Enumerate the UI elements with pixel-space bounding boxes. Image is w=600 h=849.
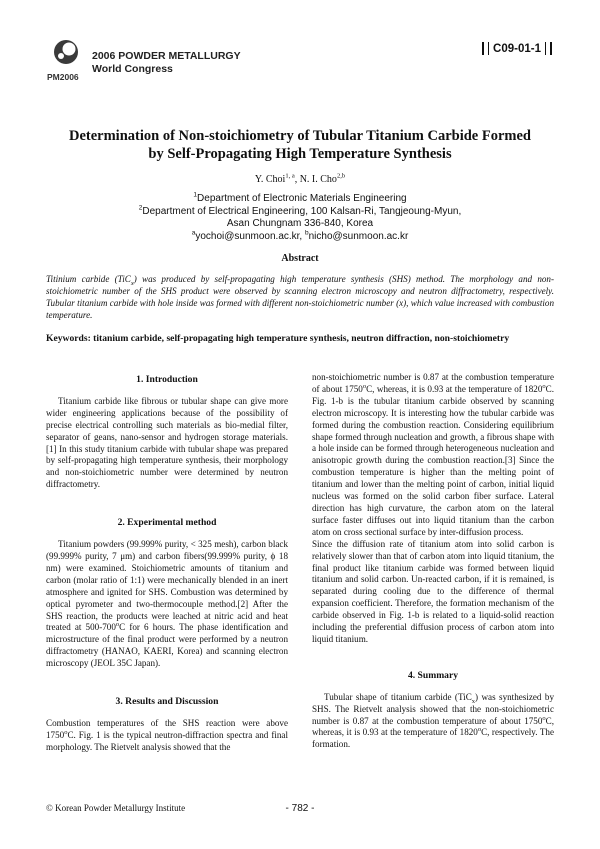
conference-name-line2: World Congress [92, 63, 173, 75]
conference-name-line1: 2006 POWDER METALLURGY [92, 50, 241, 62]
authors [60, 174, 540, 185]
affiliation-1-text: Department of Electronic Materials Engineering [197, 193, 407, 204]
page-number: - 782 - [285, 803, 315, 814]
conference-name [92, 50, 241, 76]
paper-code-bar-left-thin [488, 42, 489, 55]
results-text [46, 718, 288, 754]
copyright-footer: © Korean Powder Metallurgy Institute [46, 803, 186, 813]
experimental-heading: 2. Experimental method [117, 517, 217, 529]
abstract-text [46, 273, 554, 321]
author-1: Y. Choi [254, 174, 286, 185]
affiliation-2-sup: 2 [138, 204, 143, 212]
results-continued-deg2: o [542, 382, 546, 390]
affiliation-2-address: Asan Chungnam 336-840, Korea [226, 218, 374, 229]
summary-text-2: ) was synthesized by SHS. The Rietvelt analysis showed that the non-stoichiometric number is 0.87 at the combustion temperature of about 1750 [312, 691, 554, 726]
right-column [312, 372, 554, 751]
results-text-2: C. Fig. 1 is the typical neutron-diffraction spectra and final morphology. The Rietvelt analysis showed that the [46, 729, 288, 752]
results-text-1: Combustion temperatures of the SHS reaction were above 1750 [46, 717, 288, 740]
abstract-text-post: ) was produced by self-propagating high temperature synthesis (SHS) method. The morphology and non-stoichiometric number of the SHS product were observed by scanning electron microscopy and neutron diffractometry, respectively. Tubular titanium carbide with hole inside was formed with different non-stoichiometric number (x), which value increased with combustion temperature. [46, 274, 554, 320]
results-continued-deg1: o [362, 382, 367, 390]
experimental-text-1: Titanium powders (99.999% purity, < 325 mesh), carbon black (99.999% purity, 7 μm) and carbon fibers(99.999% purity, ϕ 18 nm) were examined. Stoichiometric amounts of titanium and carbon (molar ratio of 1:1) were mechanically blended in an inert atmosphere and ignited for SHS. Combustion was determined by optical pyrometer and two-thermocouple method.[2] After the SHS reaction, the products were leached at nitric acid and heat treated at 500-700 [46, 539, 288, 633]
affiliation-1 [60, 193, 540, 206]
paper-code-bar-right [550, 42, 552, 55]
experimental-degree-sup: o [115, 621, 120, 629]
summary-sub: x [471, 697, 476, 705]
affiliation-1-sup: 1 [193, 191, 198, 199]
author-separator: , [294, 174, 300, 185]
logo-text: PM2006 [47, 72, 79, 82]
results-continued-2: C, whereas, it is 0.93 at the temperature of 1820 [366, 383, 543, 394]
paper-code-bar-left [482, 42, 484, 55]
email-b: nicho@sunmoon.ac.kr [308, 230, 409, 242]
summary-text-3: C, whereas, it is 0.93 at the temperature of 1820 [312, 715, 554, 738]
conference-logo [46, 38, 84, 84]
abstract-heading: Abstract [281, 253, 319, 264]
introduction-text: Titanium carbide like fibrous or tubular shape can give more wider engineering applications because of the possibility of precise electrical controlling such materials as bio-medial filter, separator of geans, nano-sensor and hydrogen storage materials.[1] In this study titanium carbide with tubular shape was prepared by self-propagating high temperature synthesis, their morphology and non-stoichiometric number were determined by neutron diffractometry. [46, 395, 288, 490]
summary-text-1: Tubular shape of titanium carbide (TiC [324, 691, 472, 702]
email-a: yochoi@sunmoon.ac.kr, [195, 230, 305, 242]
affiliations [60, 193, 540, 243]
summary-text-4: C, respectively. The formation. [312, 727, 554, 750]
summary-deg1: o [542, 714, 546, 722]
paper-title-line2: by Self-Propagating High Temperature Synthesis [148, 146, 452, 162]
paper-title [60, 127, 540, 163]
author-1-sup: 1, a [285, 172, 295, 180]
email-a-sup: a [191, 229, 196, 237]
abstract-text-sub: x [130, 279, 134, 287]
paper-code [482, 42, 552, 55]
paper-title-line1: Determination of Non-stoichiometry of Tubular Titanium Carbide Formed [69, 128, 531, 144]
affiliation-2 [60, 206, 540, 219]
left-column [46, 372, 288, 754]
emails [60, 231, 540, 244]
paper-code-bar-right-thin [545, 42, 546, 55]
logo-swirl-icon [46, 38, 84, 84]
summary-deg2: o [477, 726, 482, 734]
results-continued-text [312, 372, 554, 539]
results-heading: 3. Results and Discussion [115, 696, 219, 708]
abstract-text-pre: Titinium carbide (TiC [46, 274, 131, 284]
experimental-text [46, 539, 288, 670]
results-continued-1: non-stoichiometric number is 0.87 at the combustion temperature of about 1750 [312, 372, 554, 394]
results-continued-text-4: Since the diffusion rate of titanium atom into solid carbon is relatively slower than that of carbon atom into liquid titanium, the final product like titanium carbide was formed between liquid titanium and solid carbon. Un-reacted carbon, if it is remained, is separated during cooling due to the difference of thermal expansion coefficient. Therefore, the formation mechanism of the carbide observed in Fig. 1-b is related to a liquid-solid reaction including the preferential diffusion process of carbon atom into liquid titanium. [312, 538, 554, 644]
keywords: Keywords: titanium carbide, self-propagating high temperature synthesis, neutron diffraction, non-stoichiometry [46, 333, 510, 344]
email-b-sup: b [305, 229, 309, 237]
author-2-sup: 2,b [336, 172, 346, 180]
results-continued-3: C. Fig. 1-b is the tubular titanium carbide observed by scanning electron microscopy. It is interesting how the tubular carbide was formed during the combustion reaction. Considering equilibrium shape formed through nucleation and growth, a fibrous shape with a hole inside can be formed through heterogeneous nucleation and anisotropic growth during the combustion reaction.[3] Since the combustion temperature is higher than the melting point of titanium and lower than the melting point of carbon, initial liquid nucleus was formed on the solid carbon fiber surface. Lateral direction has high curvature, the carbon atom on the lateral surface faster diffuses out into liquid titanium than the carbon atom on cross sectional surface by inter-diffusion process. [312, 383, 554, 537]
results-degree-sup: o [64, 728, 68, 736]
experimental-text-2: C for 6 hours. The phase identification and microstructure of the final product were performed by a neutron diffractometry (HANAO, KAERI, Korea) and scanning electron microscopy (JEOL 35C Japan). [46, 622, 289, 669]
summary-heading: 4. Summary [407, 669, 459, 681]
summary-text [312, 692, 554, 752]
author-2: N. I. Cho [299, 174, 337, 185]
introduction-heading: 1. Introduction [136, 374, 198, 385]
affiliation-2-text: Department of Electrical Engineering, 100 Kalsan-Ri, Tangjeoung-Myun, [142, 205, 462, 217]
paper-code-label: C09-01-1 [493, 42, 541, 55]
